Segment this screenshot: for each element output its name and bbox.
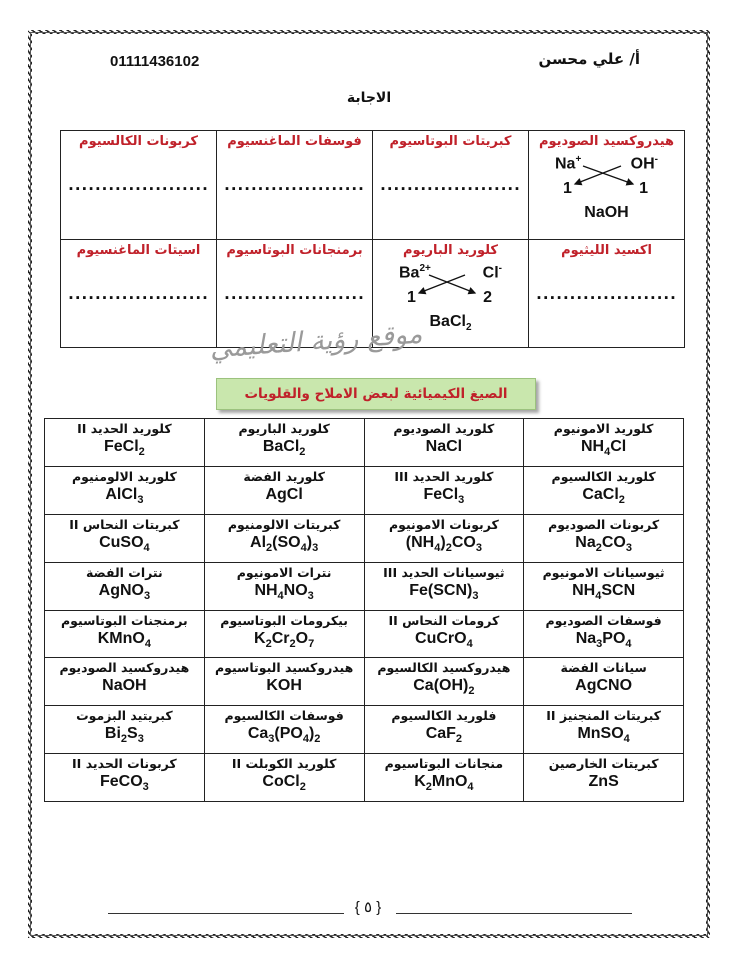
salt-name: كلوريد الكالسيوم <box>551 468 656 484</box>
salt-cell <box>204 514 364 562</box>
anion: OH- <box>630 154 658 173</box>
salt-cell <box>45 610 205 658</box>
salt-name: هيدروكسيد الكالسيوم <box>377 660 511 676</box>
salt-formula: $K_2MnO_4$ <box>414 773 474 794</box>
cell-label: كربونات الكالسيوم <box>79 134 198 149</box>
salt-cell <box>204 706 364 754</box>
salt-cell <box>45 466 205 514</box>
salt-formula: KMnO$_4$ <box>97 629 151 650</box>
blank-dots: ..................... <box>68 176 209 194</box>
salt-name: نترات الفضة <box>86 564 163 580</box>
salts-row <box>45 658 684 706</box>
salt-name: كلوريد الالومنيوم <box>72 468 177 484</box>
result-formula: NaOH <box>584 204 629 221</box>
salt-formula: CoCl$_2$ <box>262 773 306 794</box>
salt-name: كرومات النحاس II <box>388 612 500 628</box>
salt-name: كبريتات المنجنيز II <box>546 708 661 724</box>
answer-cell-mg3po4 <box>217 131 373 240</box>
footer-line-right <box>396 913 632 914</box>
salt-formula: AgCl <box>265 485 303 503</box>
salt-name: كبريتيد البزموت <box>76 708 173 724</box>
salt-formula: FeCl$_3$ <box>423 485 465 507</box>
cell-label: اكسيد الليثيوم <box>561 242 652 258</box>
salt-cell <box>204 754 364 802</box>
salt-cell <box>204 466 364 514</box>
salt-formula: KOH <box>266 677 302 695</box>
cation: Na+ <box>555 154 582 173</box>
salt-formula: FeCO$_3$ <box>99 773 149 794</box>
salt-cell <box>524 466 684 514</box>
salt-formula: FeCl$_2$ <box>103 438 145 459</box>
salt-name: كلوريد الباريوم <box>238 421 330 436</box>
salt-name: كربونات الحديد II <box>72 756 177 772</box>
salt-name: كلوريد الامونيوم <box>553 421 654 436</box>
salt-cell <box>364 754 524 802</box>
salt-cell <box>524 610 684 658</box>
salt-cell <box>45 658 205 706</box>
salt-cell <box>524 562 684 610</box>
phone-number: 01111436102 <box>110 53 200 70</box>
salt-name: كبريتات الخارصين <box>548 756 659 772</box>
salt-formula: CaF$_2$ <box>425 725 463 746</box>
salt-name: فوسفات الصوديوم <box>545 612 662 628</box>
salt-formula: NaCl <box>425 438 463 455</box>
salt-formula: $Na_2CO_3$ <box>575 533 632 554</box>
salt-formula: $Al_2(SO_4)_3$ <box>250 533 319 554</box>
salts-row <box>45 610 684 658</box>
salt-cell <box>364 562 524 610</box>
salts-table <box>44 418 684 802</box>
salt-name: كربونات الامونيوم <box>388 516 499 532</box>
cell-label: برمنجانات البوتاسيوم <box>226 242 363 258</box>
salt-formula: $NH_4Cl$ <box>581 438 627 459</box>
salt-formula: $NH_4NO_3$ <box>254 581 314 602</box>
cell-label: هيدروكسيد الصوديوم <box>538 134 675 149</box>
watermark: موقع رؤية التعليمي <box>208 318 424 365</box>
salt-formula: NaOH <box>102 677 147 695</box>
valence-right: 2 <box>483 288 492 306</box>
salt-cell <box>364 419 524 467</box>
salt-cell <box>45 754 205 802</box>
answer-cell-mg-acetate <box>61 239 217 348</box>
salt-cell <box>204 610 364 658</box>
salt-cell <box>364 514 524 562</box>
salt-name: كلوريد الفضة <box>243 468 325 484</box>
blank-dots: ..................... <box>68 284 209 303</box>
valence-right: 1 <box>639 180 648 197</box>
salt-cell <box>524 754 684 802</box>
salt-cell <box>364 706 524 754</box>
salt-name: كبريتات النحاس II <box>69 516 180 532</box>
salt-cell <box>364 658 524 706</box>
answer-cell-k2so4 <box>373 131 529 240</box>
result-formula: BaCl$_2$ <box>429 312 472 333</box>
salts-row <box>45 514 684 562</box>
valence-left: 1 <box>407 288 416 306</box>
cation: $Ba^{2+}$ <box>399 262 431 281</box>
salt-name: كلوريد الصوديوم <box>393 421 495 436</box>
salt-formula: ZnS <box>588 773 619 791</box>
answer-row-1 <box>61 131 685 240</box>
teacher-name: أ/ علي محسن <box>538 50 640 68</box>
salt-cell <box>45 706 205 754</box>
blank-dots: ..................... <box>380 176 521 194</box>
salt-formula: $Na_3PO_4$ <box>575 629 632 650</box>
salt-cell <box>524 514 684 562</box>
page-number: { ٥ } <box>354 899 382 916</box>
valence-left: 1 <box>563 180 572 197</box>
salts-row <box>45 562 684 610</box>
salts-row <box>45 706 684 754</box>
salt-cell <box>524 658 684 706</box>
cell-label: كبريتات البوتاسيوم <box>389 134 512 149</box>
salt-formula: AlCl$_3$ <box>105 485 144 507</box>
salt-name: كلوريد الكوبلت II <box>231 756 337 772</box>
salt-formula: BaCl$_2$ <box>262 438 306 459</box>
salt-name: كربونات الصوديوم <box>548 516 660 532</box>
answer-table <box>60 130 685 348</box>
salt-cell <box>204 419 364 467</box>
salt-formula: CuCrO$_4$ <box>415 629 473 650</box>
answer-title: الاجابة <box>346 90 392 106</box>
salt-name: هيدروكسيد البوتاسيوم <box>214 660 354 676</box>
salts-row <box>45 466 684 514</box>
salt-formula: AgCNO <box>575 677 633 695</box>
salt-name: كلوريد الحديد III <box>394 468 494 484</box>
footer-line-left <box>108 913 344 914</box>
salt-cell <box>364 466 524 514</box>
section-banner: الصيغ الكيميائية لبعض الاملاح والقلويات <box>216 378 536 410</box>
salt-name: منجانات البوتاسيوم <box>384 756 504 772</box>
salt-formula: $Ca(OH)_2$ <box>413 677 475 698</box>
salt-cell <box>204 562 364 610</box>
salt-cell <box>524 419 684 467</box>
salt-name: ثيوسيانات الحديد III <box>383 564 505 580</box>
salt-formula: $Bi_2S_3$ <box>104 725 144 746</box>
salt-formula: $Ca_3(PO_4)_2$ <box>247 725 321 746</box>
salt-name: بيكرومات البوتاسيوم <box>220 612 348 628</box>
salt-name: سيانات الفضة <box>560 660 647 676</box>
salts-row <box>45 419 684 467</box>
cell-label: كلوريد الباريوم <box>403 242 498 258</box>
ion-crossing-diagram <box>533 150 680 234</box>
answer-cell-li2o <box>529 239 685 348</box>
cell-label: فوسفات الماغنسيوم <box>227 134 362 149</box>
answer-cell-caco3 <box>61 131 217 240</box>
salt-formula: CaCl$_2$ <box>582 485 625 507</box>
salt-cell <box>45 562 205 610</box>
salt-formula: $Fe(SCN)_3$ <box>409 581 479 602</box>
blank-dots: ..................... <box>224 284 365 303</box>
salt-name: هيدروكسيد الصوديوم <box>59 660 190 676</box>
salt-name: فوسفات الكالسيوم <box>224 708 344 724</box>
salt-cell <box>364 610 524 658</box>
blank-dots: ..................... <box>536 284 677 303</box>
answer-cell-naoh <box>529 131 685 240</box>
salt-formula: $NH_4SCN$ <box>572 581 636 602</box>
salt-name: كلوريد الحديد II <box>77 421 172 436</box>
salt-formula: $(NH_4)_2CO_3$ <box>405 533 482 554</box>
salt-cell <box>45 419 205 467</box>
anion: Cl- <box>482 262 502 281</box>
salt-name: كبريتات الالومنيوم <box>227 516 341 532</box>
blank-dots: ..................... <box>224 176 365 194</box>
salt-formula: CuSO$_4$ <box>99 533 150 554</box>
salt-cell <box>45 514 205 562</box>
salt-formula: AgNO$_3$ <box>98 581 151 602</box>
salt-name: ثيوسيانات الامونيوم <box>542 564 665 580</box>
salt-cell <box>524 706 684 754</box>
salt-cell <box>204 658 364 706</box>
salt-name: برمنجنات البوتاسيوم <box>61 612 188 628</box>
salt-name: نترات الامونيوم <box>236 564 332 580</box>
salt-formula: MnSO$_4$ <box>577 725 630 746</box>
salts-row <box>45 754 684 802</box>
salt-name: فلوريد الكالسيوم <box>391 708 497 724</box>
cell-label: اسيتات الماغنسيوم <box>76 242 201 258</box>
salt-formula: $K_2Cr_2O_7$ <box>254 629 315 650</box>
